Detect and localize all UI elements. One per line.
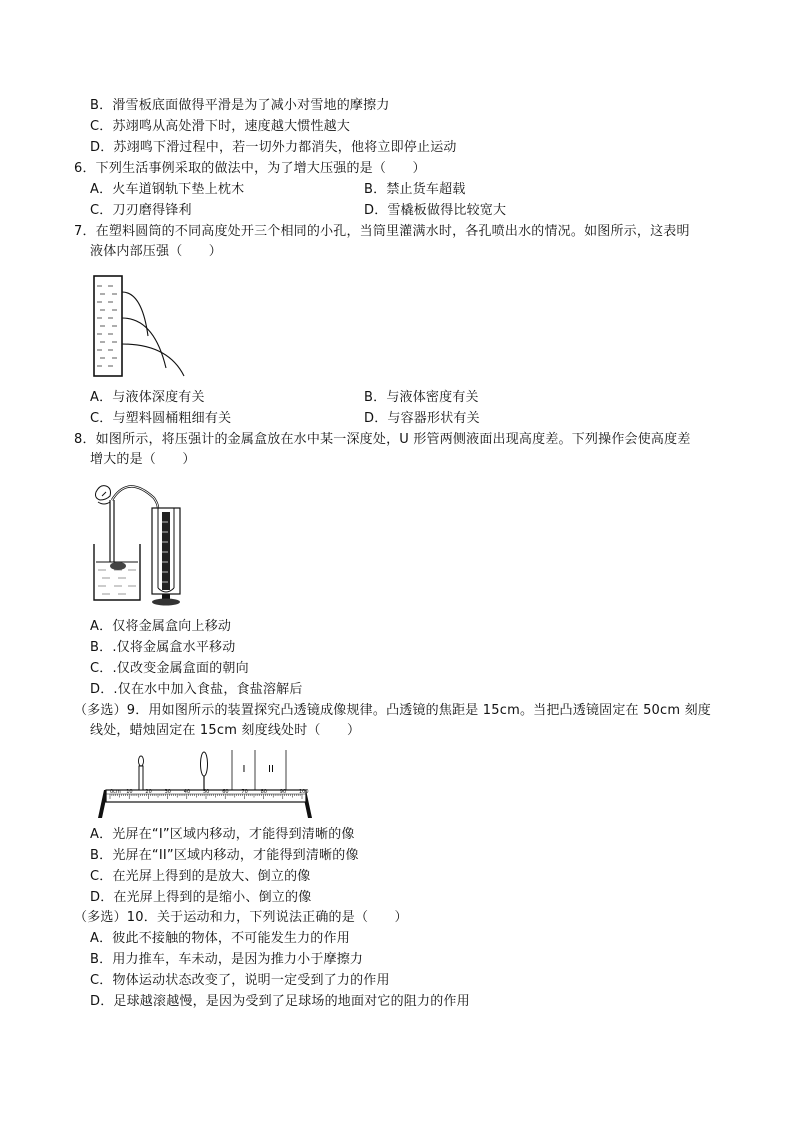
q7-stem-line2: 液体内部压强（ ）	[90, 244, 223, 259]
q8-option-b: B．.仅将金属盒水平移动	[90, 640, 236, 655]
region-one-label: I	[242, 764, 246, 775]
scale-label: 100	[299, 789, 309, 795]
q9-option-d: D．在光屏上得到的是缩小、倒立的像	[90, 890, 312, 905]
q6-option-b: B．禁止货车超载	[364, 182, 466, 197]
water-cylinder-figure	[88, 270, 198, 382]
scale-label: 20	[145, 789, 152, 795]
scale-label: 60	[222, 789, 229, 795]
q8-option-c: C．.仅改变金属盒面的朝向	[90, 661, 249, 676]
q10-option-c: C．物体运动状态改变了，说明一定受到了力的作用	[90, 973, 390, 988]
q7-option-d: D．与容器形状有关	[364, 411, 480, 426]
pressure-gauge-figure	[88, 478, 196, 608]
scale-label: 30	[164, 789, 171, 795]
q5-option-c: C．苏翊鸣从高处滑下时，速度越大惯性越大	[90, 119, 351, 134]
q8-stem-line1: 8．如图所示，将压强计的金属盒放在水中某一深度处，U 形管两侧液面出现高度差。下列操作会使高度差	[74, 432, 691, 447]
q10-option-b: B．用力推车，车未动，是因为推力小于摩擦力	[90, 952, 364, 967]
optical-bench-figure	[96, 746, 316, 822]
q7-option-b: B．与液体密度有关	[364, 390, 479, 405]
q10-stem: （多选）10．关于运动和力，下列说法正确的是（ ）	[74, 910, 408, 925]
q8-option-a: A．仅将金属盒向上移动	[90, 619, 232, 634]
q5-option-d: D．苏翊鸣下滑过程中，若一切外力都消失，他将立即停止运动	[90, 140, 457, 155]
region-two-label: II	[268, 764, 274, 775]
q10-option-a: A．彼此不接触的物体，不可能发生力的作用	[90, 931, 350, 946]
scale-label: 70	[241, 789, 248, 795]
q6-option-c: C．刀刃磨得锋利	[90, 203, 192, 218]
scale-label: 40	[183, 789, 191, 795]
q7-option-c: C．与塑料圆桶粗细有关	[90, 411, 232, 426]
q6-stem: 6．下列生活事例采取的做法中，为了增大压强的是（ ）	[74, 161, 426, 176]
scale-label: 80	[260, 789, 267, 795]
q5-option-b: B．滑雪板底面做得平滑是为了减小对雪地的摩擦力	[90, 98, 390, 113]
q8-stem-line2: 增大的是（ ）	[90, 452, 196, 467]
q9-option-a: A．光屏在“I”区域内移动，才能得到清晰的像	[90, 827, 355, 842]
q9-option-b: B．光屏在“II”区域内移动，才能得到清晰的像	[90, 848, 359, 863]
scale-label: 10	[126, 789, 133, 795]
scale-label: 0cm	[110, 789, 121, 795]
q9-stem-line1: （多选）9．用如图所示的装置探究凸透镜成像规律。凸透镜的焦距是 15cm。当把凸透镜固定在 50cm 刻度	[74, 703, 711, 718]
q7-stem-line1: 7．在塑料圆筒的不同高度处开三个相同的小孔，当筒里灌满水时，各孔喷出水的情况。如图所示，这表明	[74, 224, 690, 239]
scale-label: 50	[203, 789, 210, 795]
q10-option-d: D．足球越滚越慢，是因为受到了足球场的地面对它的阻力的作用	[90, 994, 470, 1009]
q7-option-a: A．与液体深度有关	[90, 390, 205, 405]
q6-option-d: D．雪橇板做得比较宽大	[364, 203, 507, 218]
q6-option-a: A．火车道钢轨下垫上枕木	[90, 182, 245, 197]
q9-option-c: C．在光屏上得到的是放大、倒立的像	[90, 869, 311, 884]
scale-label: 90	[279, 789, 287, 795]
q8-option-d: D．.仅在水中加入食盐，食盐溶解后	[90, 682, 303, 697]
q9-stem-line2: 线处，蜡烛固定在 15cm 刻度线处时（ ）	[90, 723, 361, 738]
